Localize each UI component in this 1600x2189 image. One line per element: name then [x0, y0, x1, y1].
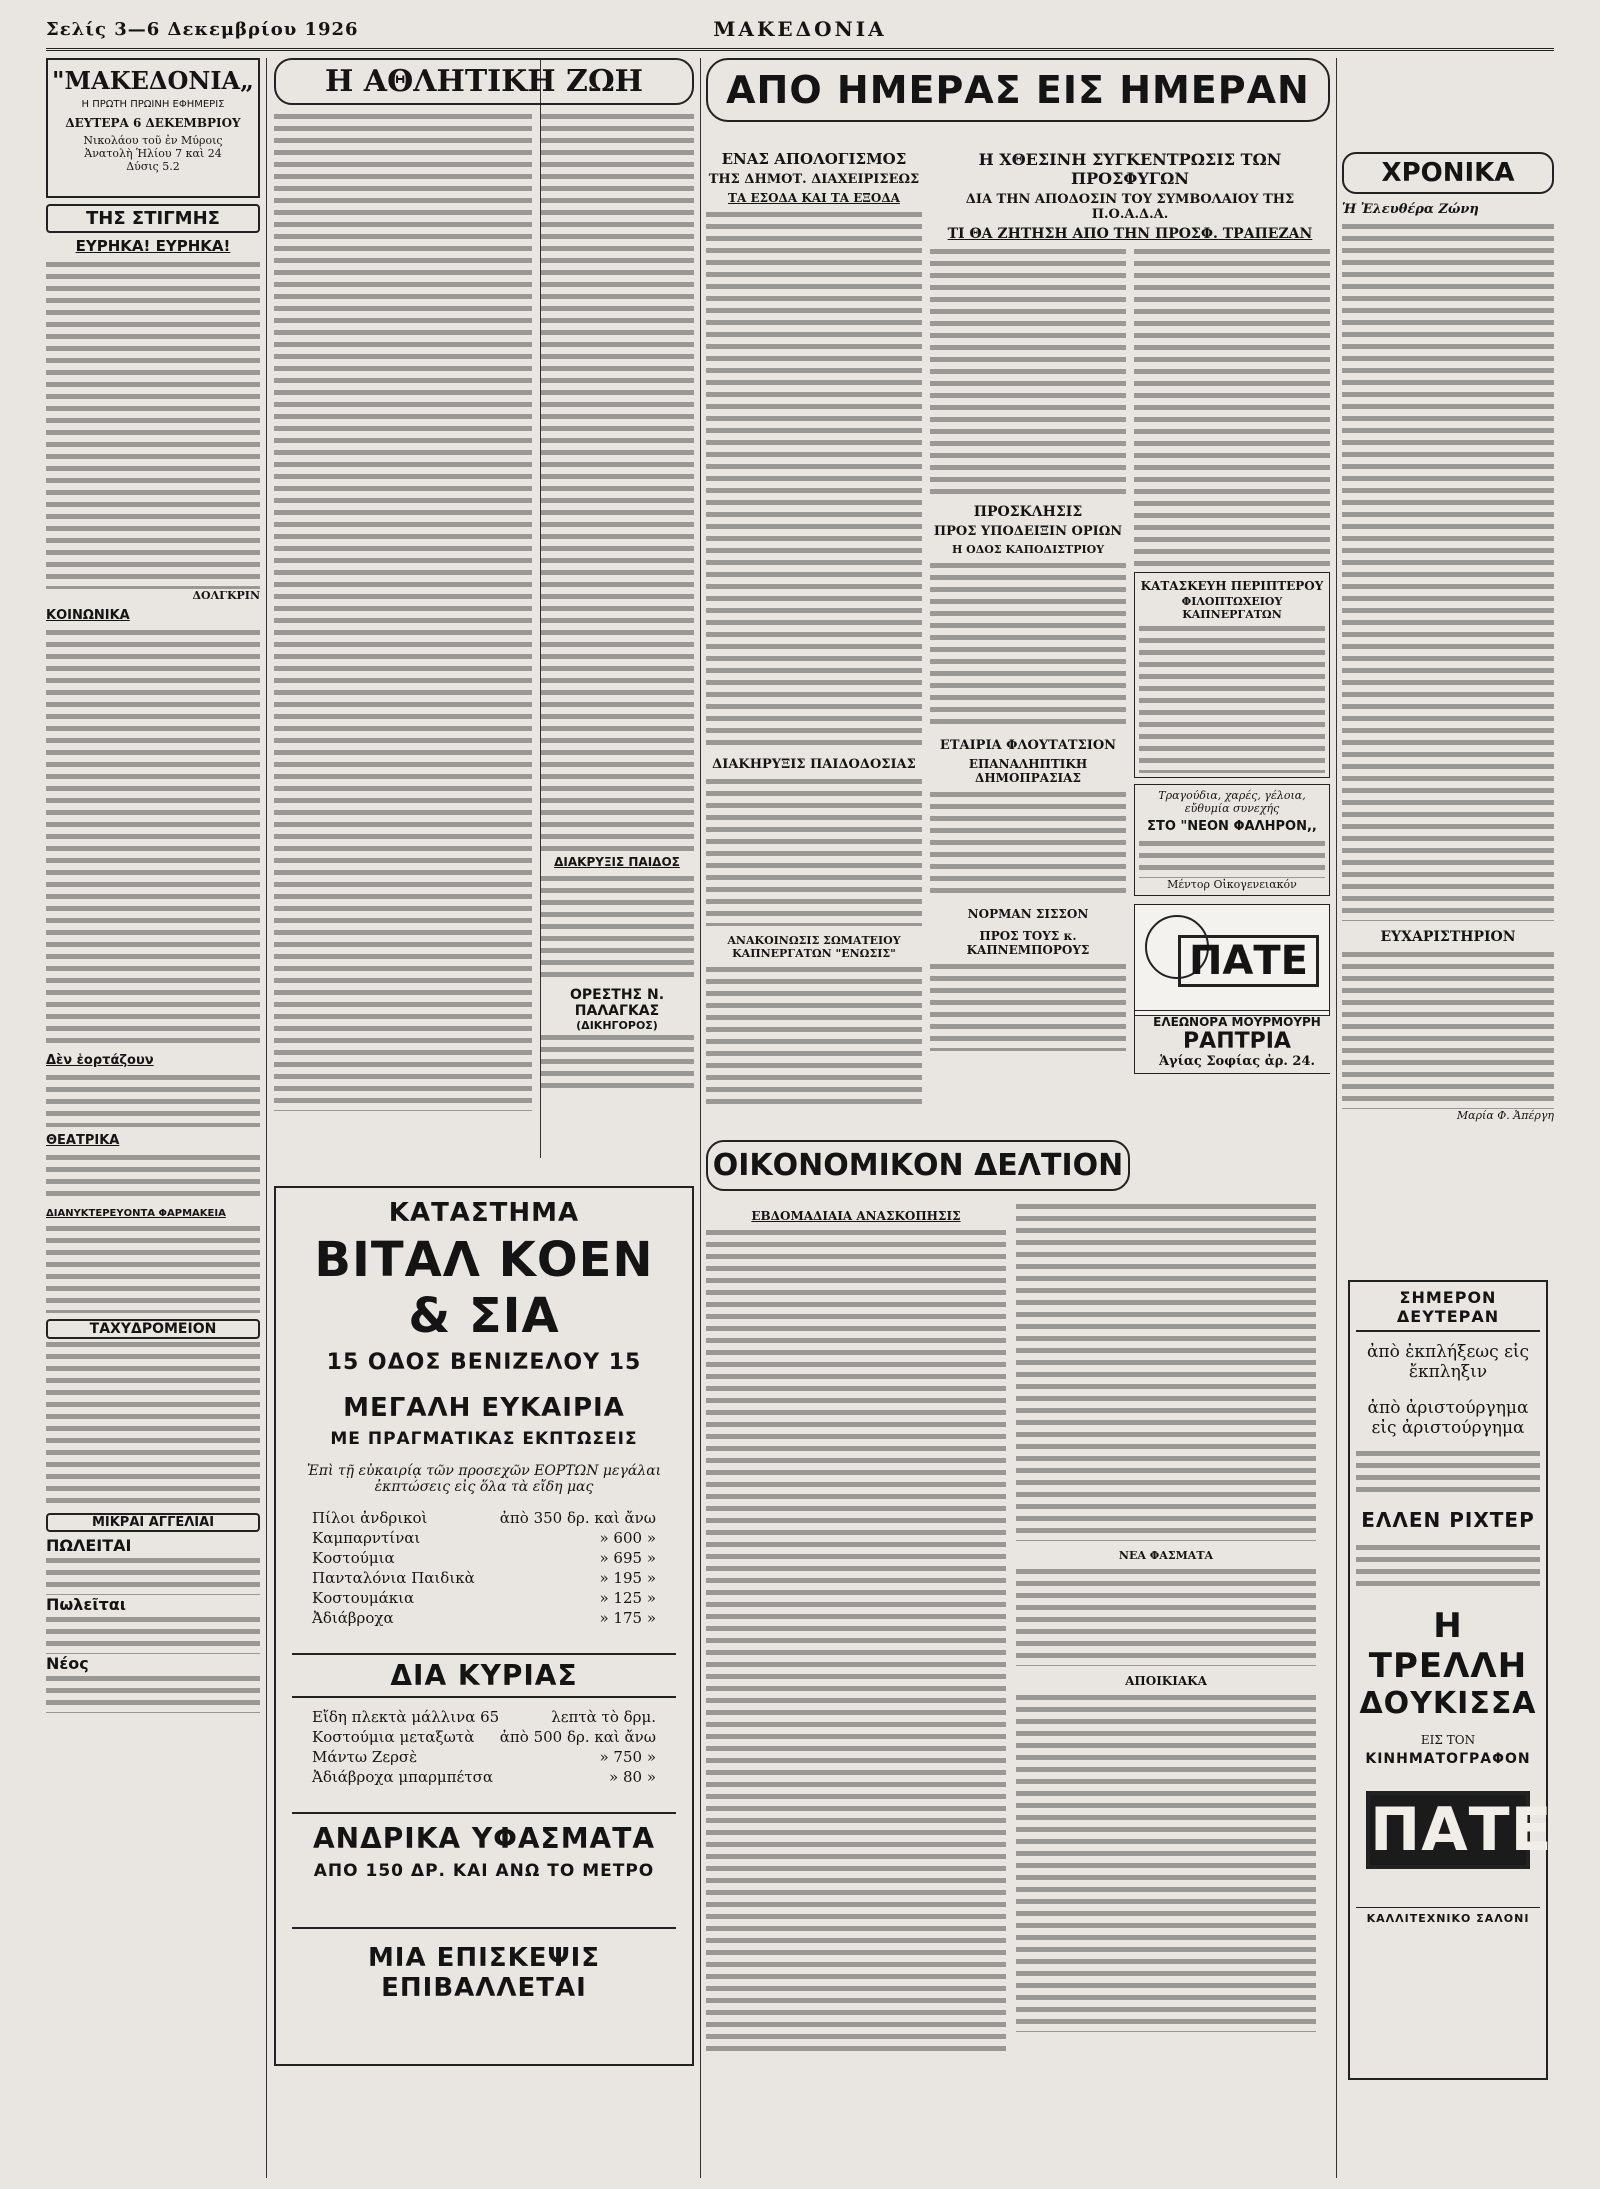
page-header — [46, 10, 1554, 51]
faliron-line-2: ΣΤΟ "ΝΕΟΝ ΦΑΛΗΡΟΝ,, — [1147, 819, 1317, 834]
price-row: Εἴδη πλεκτὰ μάλλινα 65 λεπτὰ τὸ δρμ. — [312, 1708, 656, 1726]
refugees-headline-2: ΔΙΑ ΤΗΝ ΑΠΟΔΟΣΙΝ ΤΟΥ ΣΥΜΒΟΛΑΙΟΥ ΤΗΣ Π.Ο.Α.Δ.Α. — [965, 192, 1295, 222]
text-block — [46, 1072, 260, 1127]
signature: ΔΟΛΓΚΡΙΝ — [192, 589, 260, 602]
price-row: Κοστούμια μεταξωτὰ ἀπὸ 500 δρ. καὶ ἄνω — [312, 1728, 656, 1746]
proskl-heading-1: ΠΡΟΣΚΛΗΣΙΣ — [973, 504, 1083, 520]
price-row: Καμπαρντίναι » 600 » — [312, 1529, 656, 1547]
text-block — [930, 789, 1126, 899]
ad-cinema — [1348, 1280, 1553, 2080]
ad-offer-subtitle: ΜΕ ΠΡΑΓΜΑΤΙΚΑΣ ΕΚΠΤΩΣΕΙΣ — [330, 1429, 638, 1449]
cinema-film-2: ΔΟΥΚΙΣΣΑ — [1359, 1686, 1537, 1721]
column-1 — [46, 58, 260, 2178]
price-row: Πανταλόνια Παιδικὰ » 195 » — [312, 1569, 656, 1587]
price-row: Κοστούμια » 695 » — [312, 1549, 656, 1567]
newspaper-name: ΜΑΚΕΔΟΝΙΑ — [713, 17, 887, 41]
ad-ladies-title: ΔΙΑ ΚΥΡΙΑΣ — [292, 1653, 676, 1698]
section-stigmis: ΤΗΣ ΣΤΙΓΜΗΣ — [46, 204, 260, 233]
ad-fabric-title: ΑΝΔΡΙΚΑ ΥΦΑΣΜΑΤΑ — [292, 1812, 676, 1855]
diakrysis-heading: ΔΙΑΚΡΥΞΙΣ ΠΑΙΔΟΣ — [554, 855, 680, 869]
text-block — [46, 627, 260, 1047]
text-block — [706, 209, 922, 749]
faliron-line-3: Μέντορ Οἰκογενειακόν — [1167, 878, 1297, 891]
section-koinonika: ΚΟΙΝΩΝΙΚΑ — [46, 608, 130, 623]
ad-offer-note: Ἐπὶ τῇ εὐκαιρίᾳ τῶν προσεχῶν ΕΟΡΤΩΝ μεγάλαι ἐκπτώσεις εἰς ὅλα τὰ εἴδη μας — [306, 1463, 662, 1495]
diakiryxis-heading: ΔΙΑΚΗΡΥΞΙΣ ΠΑΙΔΟΔΟΣΙΑΣ — [712, 757, 916, 772]
text-block — [1356, 1448, 1540, 1498]
price-row: Μάντω Ζερσὲ » 750 » — [312, 1748, 656, 1766]
text-block — [46, 259, 260, 589]
epanalipt-heading: ΕΠΑΝΑΛΗΠΤΙΚΗ ΔΗΜΟΠΡΑΣΙΑΣ — [968, 757, 1088, 785]
cinema-name: ΚΙΝΗΜΑΤΟΓΡΑΦΟΝ — [1365, 1751, 1531, 1767]
kataskevi-line-2: ΦΙΛΟΠΤΩΧΕΙΟΥ ΚΑΠΝΕΡΓΑΤΩΝ — [1181, 595, 1283, 621]
apologismos-heading-1: ΕΝΑΣ ΑΠΟΛΟΓΙΣΜΟΣ — [721, 150, 907, 168]
ad-store-name: ΒΙΤΑΛ ΚΟΕΝ & ΣΙΑ — [314, 1232, 654, 1344]
athletic-title: Η ΑΘΛΗΤΙΚΗ ΖΩΗ — [274, 58, 694, 105]
ad-pate-1 — [1134, 904, 1330, 1016]
ad-offer-title: ΜΕΓΑΛΗ ΕΥΚΑΙΡΙΑ — [343, 1393, 625, 1423]
ad-fabric-subtitle: ΑΠΟ 150 ΔΡ. ΚΑΙ ΑΝΩ ΤΟ ΜΕΤΡΟ — [313, 1861, 655, 1881]
text-block — [1016, 1692, 1316, 2032]
text-block — [930, 560, 1126, 730]
text-block — [706, 964, 922, 1104]
text-block — [706, 1227, 1006, 2057]
apologismos-heading-2: ΤΗΣ ΔΗΜΟΤ. ΔΙΑΧΕΙΡΙΣΕΩΣ — [708, 172, 920, 187]
masthead-sunrise: Ἀνατολὴ Ἡλίου 7 καὶ 24 — [84, 147, 222, 160]
ad-neos: Νέος — [46, 1654, 89, 1673]
ad-mourmouri — [1134, 1010, 1330, 1074]
economic-bulletin — [706, 1140, 1330, 2080]
column-5 — [1342, 58, 1554, 1338]
chronika-title: ΧΡΟΝΙΚΑ — [1342, 152, 1554, 194]
ad-faliron — [1134, 784, 1330, 896]
cinema-sub-2: ἀπὸ ἀριστούργημα εἰς ἀριστούργημα — [1367, 1398, 1529, 1438]
text-block — [540, 111, 694, 851]
apo-imeras-banner — [706, 58, 1330, 138]
cinema-film-1: Η ΤΡΕΛΛΗ — [1368, 1606, 1528, 1686]
text-block — [46, 1555, 260, 1595]
etairia-heading: ΕΤΑΙΡΙΑ ΦΛΟΥΤΑΤΣΙΟΝ — [939, 738, 1117, 753]
eucharistirion-heading: ΕΥΧΑΡΙΣΤΗΡΙΟΝ — [1380, 929, 1516, 945]
text-block — [1342, 221, 1554, 921]
cinema-actress: ΕΛΛΕΝ ΡΙΧΤΕΡ — [1361, 1508, 1535, 1532]
column-2 — [274, 58, 694, 1178]
norman-signature: ΝΟΡΜΑΝ ΣΙΣΣΟΝ — [967, 907, 1089, 921]
text-block — [930, 246, 1126, 496]
mourmouri-name: ΕΛΕΩΝΟΡΑ ΜΟΥΡΜΟΥΡΗ — [1153, 1015, 1321, 1029]
ad-store-address: 15 ΟΔΟΣ ΒΕΝΙΖΕΛΟΥ 15 — [326, 1350, 642, 1375]
refugees-headline-3: ΤΙ ΘΑ ΖΗΤΗΣΗ ΑΠΟ ΤΗΝ ΠΡΟΣΦ. ΤΡΑΠΕΖΑΝ — [947, 226, 1313, 242]
economic-title: ΟΙΚΟΝΟΜΙΚΟΝ ΔΕΛΤΙΟΝ — [706, 1140, 1130, 1191]
proskl-heading-2: ΠΡΟΣ ΥΠΟΔΕΙΞΙΝ ΟΡΙΩΝ — [933, 524, 1123, 539]
section-theatrika: ΘΕΑΤΡΙΚΑ — [46, 1133, 120, 1148]
weekly-heading: ΕΒΔΟΜΑΔΙΑΙΑ ΑΝΑΣΚΟΠΗΣΙΣ — [751, 1209, 961, 1223]
ad-poleitai-1: ΠΩΛΕΙΤΑΙ — [46, 1536, 132, 1555]
masthead-sunset: Δύσις 5.2 — [126, 160, 180, 173]
cinema-bottom: ΚΑΛΛΙΤΕΧΝΙΚΟ ΣΑΛΟΝΙ — [1356, 1907, 1540, 1925]
text-block — [46, 1152, 260, 1202]
text-block — [1016, 1566, 1316, 1666]
ladies-price-list — [312, 1708, 656, 1786]
ad-poleitai-2: Πωλεῖται — [46, 1595, 126, 1614]
nea-fasmata-heading: ΝΕΑ ΦΑΣΜΑΤΑ — [1118, 1549, 1214, 1562]
masthead-tagline: Η ΠΡΩΤΗ ΠΡΩΙΝΗ ΕΦΗΜΕΡΙΣ — [81, 99, 225, 110]
text-block — [706, 776, 922, 926]
apo-imeras-title: ΑΠΟ ΗΜΕΡΑΣ ΕΙΣ ΗΜΕΡΑΝ — [706, 58, 1330, 122]
proskl-heading-3: Η ΟΔΟΣ ΚΑΠΟΔΙΣΤΡΙΟΥ — [951, 543, 1105, 556]
cinema-today: ΣΗΜΕΡΟΝ ΔΕΥΤΕΡΑΝ — [1356, 1288, 1540, 1332]
section-den-eortazoun: Δὲν ἑορτάζουν — [46, 1053, 154, 1068]
price-row: Πίλοι ἀνδρικοὶ ἀπὸ 350 δρ. καὶ ἄνω — [312, 1509, 656, 1527]
text-block — [46, 1673, 260, 1713]
text-block — [46, 1223, 260, 1313]
text-block — [1016, 1201, 1316, 1541]
masthead-title: "ΜΑΚΕΔΟΝΙΑ„ — [52, 66, 254, 95]
text-block — [930, 961, 1126, 1051]
masthead-saint: Νικολάου τοῦ ἐν Μύροις — [83, 134, 223, 147]
eleftheria-heading: Ἡ Ἐλευθέρα Ζώνη — [1342, 202, 1479, 217]
page-date: Σελίς 3—6 Δεκεμβρίου 1926 — [46, 18, 359, 40]
text-block — [274, 111, 532, 1111]
lawyer-name: ΟΡΕΣΤΗΣ Ν. ΠΑΛΑΓΚΑΣ — [569, 987, 665, 1019]
text-block — [46, 1614, 260, 1654]
price-row: Κοστουμάκια » 125 » — [312, 1589, 656, 1607]
masthead-day: ΔΕΥΤΕΡΑ 6 ΔΕΚΕΜΒΡΙΟΥ — [65, 116, 241, 130]
apoikiaka-heading: ΑΠΟΙΚΙΑΚΑ — [1125, 1674, 1207, 1688]
apologismos-heading-3: ΤΑ ΕΣΟΔΑ ΚΑΙ ΤΑ ΕΞΟΔΑ — [728, 191, 900, 205]
ad-store-label: ΚΑΤΑΣΤΗΜΑ — [388, 1198, 580, 1228]
lawyer-role: (ΔΙΚΗΓΟΡΟΣ) — [576, 1019, 658, 1032]
kataskevi-line-1: ΚΑΤΑΣΚΕΥΗ ΠΕΡΙΠΤΕΡΟΥ — [1140, 579, 1324, 593]
pate-brand-1: ΠΑΤΕ — [1178, 935, 1319, 987]
mourmouri-address: Ἁγίας Σοφίας ἀρ. 24. — [1158, 1054, 1316, 1069]
kapnemporous-heading: ΠΡΟΣ ΤΟΥΣ κ. ΚΑΠΝΕΜΠΟΡΟΥΣ — [966, 929, 1090, 957]
faliron-line-1: Τραγούδια, χαρές, γέλοια, εὔθυμία συνεχής — [1158, 789, 1306, 815]
text-block — [540, 873, 694, 983]
text-block — [46, 1339, 260, 1509]
section-mikrai: ΜΙΚΡΑΙ ΑΓΓΕΛΙΑΙ — [46, 1513, 260, 1532]
column-4 — [930, 150, 1330, 1140]
eucharistirion-signature: Μαρία Φ. Ἀπέργη — [1456, 1109, 1554, 1122]
refugees-headline-1: Η ΧΘΕΣΙΝΗ ΣΥΓΚΕΝΤΡΩΣΙΣ ΤΩΝ ΠΡΟΣΦΥΓΩΝ — [978, 150, 1282, 188]
cinema-sub-1: ἀπὸ ἐκπλήξεως εἰς ἔκπληξιν — [1366, 1342, 1530, 1382]
price-row: Ἀδιάβροχα » 175 » — [312, 1609, 656, 1627]
masthead-box — [46, 58, 260, 198]
text-block — [1134, 246, 1330, 566]
text-block — [1139, 838, 1325, 878]
cinema-at: ΕΙΣ ΤΟΝ — [1420, 1733, 1476, 1747]
text-block — [1342, 949, 1554, 1109]
text-block — [1356, 1542, 1540, 1592]
section-farmakeia: ΔΙΑΝΥΚΤΕΡΕΥΟΝΤΑ ΦΑΡΜΑΚΕΙΑ — [46, 1208, 226, 1219]
section-tachydromeion: ΤΑΧΥΔΡΟΜΕΙΟΝ — [46, 1319, 260, 1339]
cinema-brand: ΠΑΤΕ — [1366, 1791, 1530, 1869]
men-price-list — [312, 1509, 656, 1627]
synetairismos-heading: ΑΝΑΚΟΙΝΩΣΙΣ ΣΩΜΑΤΕΙΟΥ ΚΑΠΝΕΡΓΑΤΩΝ "ΕΝΩΣΙΣ" — [727, 934, 901, 960]
text-block — [540, 1032, 694, 1092]
price-row: Ἀδιάβροχα μπαρμπέτσα » 80 » — [312, 1768, 656, 1786]
ad-vitalkoen — [274, 1186, 694, 2066]
text-block — [1139, 623, 1325, 773]
ad-footer: ΜΙΑ ΕΠΙΣΚΕΨΙΣ ΕΠΙΒΑΛΛΕΤΑΙ — [292, 1927, 676, 2003]
ad-kataskevi — [1134, 572, 1330, 778]
eyrika-heading: ΕΥΡΗΚΑ! ΕΥΡΗΚΑ! — [75, 237, 231, 255]
mourmouri-title: ΡΑΠΤΡΙΑ — [1183, 1029, 1291, 1054]
